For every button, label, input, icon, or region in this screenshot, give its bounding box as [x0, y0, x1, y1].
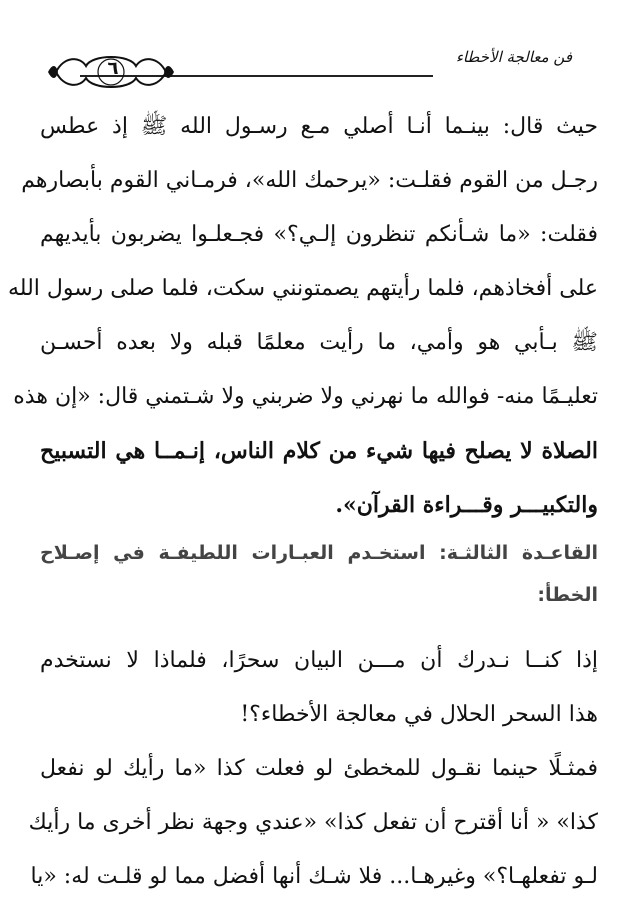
- bold-text-line: والتكبيـــر وقـــراءة القرآن».: [335, 492, 598, 518]
- paragraph-hadith: [8, 100, 598, 532]
- rule-heading: [40, 532, 598, 616]
- paragraph-intro: [40, 634, 598, 742]
- page-header: [0, 0, 638, 100]
- text-line: فمثـلًا حينما نقـول للمخطئ لو فعلت كذا «ما رأيك لو نفعل: [40, 756, 598, 781]
- text-line: إذا كنــا نـدرك أن مـــن البيان سحرًا، فلماذا لا نستخدم: [40, 648, 598, 673]
- running-title: فن معالجة الأخطاء: [455, 48, 572, 66]
- text-line: حيث قال: بينـما أنـا أصلي مـع رسـول الله ﷺ إذ عطس: [40, 114, 598, 139]
- text-line: تعليـمًا منه- فوالله ما نهرني ولا ضربني ولا شـتمني قال: «إن هذه: [13, 384, 598, 409]
- paragraph-example: [28, 742, 598, 904]
- page-body: [8, 100, 598, 904]
- text-line: كذا» « أنا أقترح أن تفعل كذا» «عندي وجهة نظر أخرى ما رأيك: [28, 810, 598, 835]
- rule-heading-line: الخطأ:: [537, 584, 598, 606]
- bold-text-line: الصلاة لا يصلح فيها شيء من كلام الناس، إنـمــا هي التسبيح: [40, 438, 598, 464]
- text-line: فقلت: «ما شـأنكم تنظرون إلـي؟» فجـعلـوا يضربون بأيديهم: [40, 222, 598, 247]
- text-line: ﷺ بـأبي هو وأمي، ما رأيت معلمًا قبله ولا بعده أحسـن: [40, 330, 598, 355]
- text-line: رجـل من القوم فقلـت: «يرحمك الله»، فرمـاني القوم بأبصارهم: [21, 168, 598, 193]
- spacer: [40, 616, 598, 634]
- text-line: على أفخاذهم، فلما رأيتهم يصمتونني سكت، فلما صلى رسول الله: [8, 276, 598, 301]
- text-line: هذا السحر الحلال في معالجة الأخطاء؟!: [240, 702, 598, 727]
- rule-heading-line: القاعـدة الثالثـة: استخـدم العبـارات اللطيفـة في إصـلاح: [40, 542, 598, 564]
- page-number: ٦: [107, 58, 119, 79]
- text-line: لـو تفعلهـا؟» وغيرهـا... فلا شـك أنها أفضل مما لو قلـت له: «يا: [30, 864, 598, 889]
